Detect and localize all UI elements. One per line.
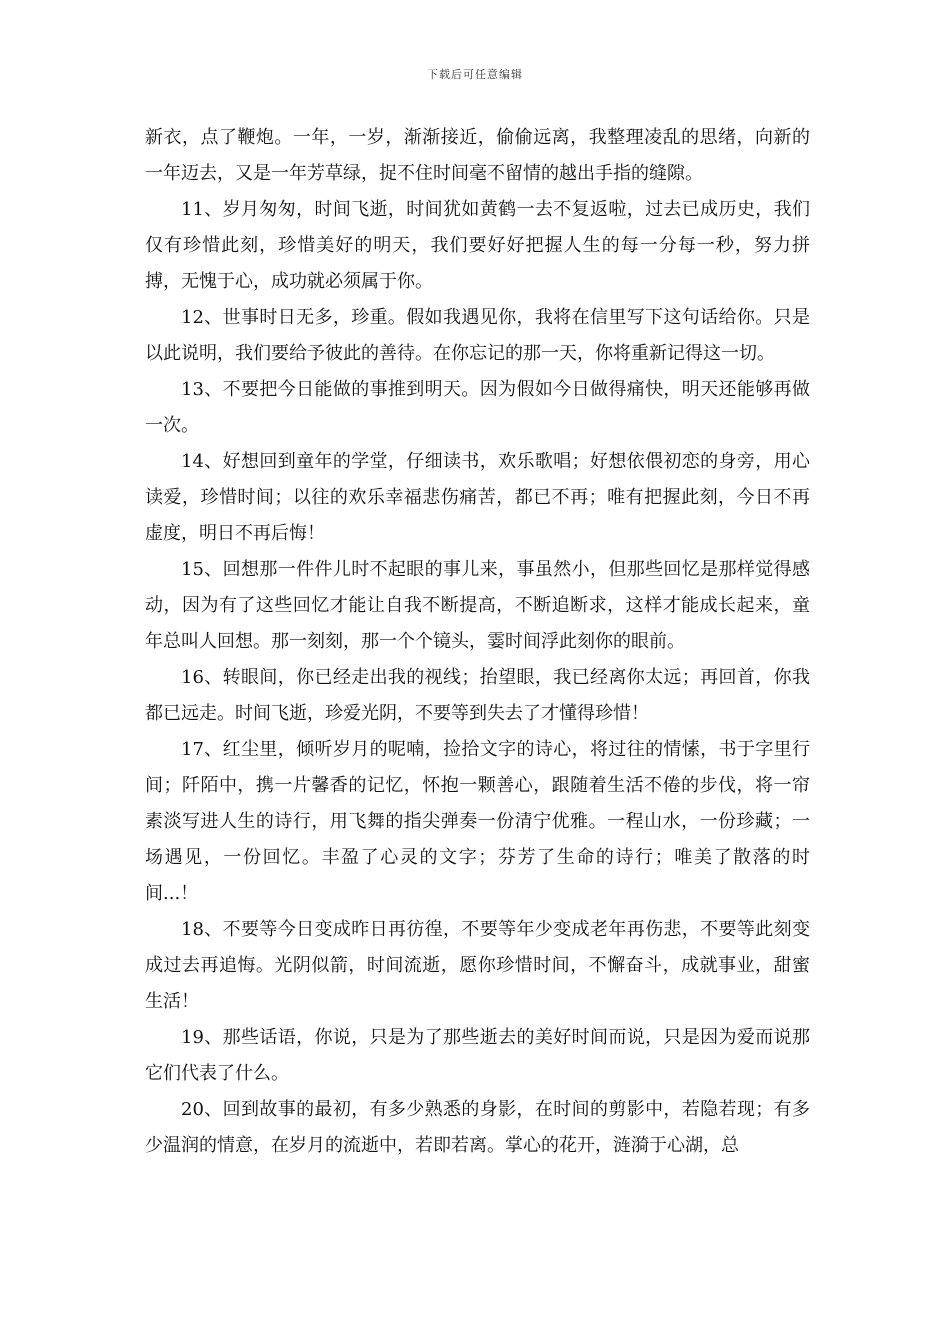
paragraph-11: 11、岁月匆匆，时间飞逝，时间犹如黄鹤一去不复返啦，过去已成历史，我们仅有珍惜此刻，珍惜美好的明天，我们要好好把握人生的每一分每一秒，努力拼搏，无愧于心，成功就必须属于你。	[145, 199, 810, 292]
paragraph-17: 17、红尘里，倾听岁月的呢喃，捡拾文字的诗心，将过往的情愫，书于字里行间；阡陌中，携一片馨香的记忆，怀抱一颗善心，跟随着生活不倦的步伐，将一帘素淡写进人生的诗行，用飞舞的指尖弹奏一份清宁优雅。一程山水，一份珍藏；一场遇见，一份回忆。丰盈了心灵的文字；芬芳了生命的诗行；唯美了散落的时间...！	[145, 739, 810, 904]
paragraph-14: 14、好想回到童年的学堂，仔细读书，欢乐歌唱；好想依偎初恋的身旁，用心读爱，珍惜时间；以往的欢乐幸福悲伤痛苦，都已不再；唯有把握此刻，今日不再虚度，明日不再后悔！	[145, 451, 810, 544]
paragraph-continued: 新衣，点了鞭炮。一年，一岁，渐渐接近，偷偷远离，我整理凌乱的思绪，向新的一年迈去，又是一年芳草绿，捉不住时间毫不留情的越出手指的缝隙。	[145, 127, 810, 184]
paragraph-15: 15、回想那一件件儿时不起眼的事儿来，事虽然小，但那些回忆是那样觉得感动，因为有了这些回忆才能让自我不断提高，不断追断求，这样才能成长起来，童年总叫人回想。那一刻刻，那一个个镜头，霎时间浮此刻你的眼前。	[145, 559, 810, 652]
page-header: 下载后可任意编辑	[427, 68, 523, 81]
paragraph-13: 13、不要把今日能做的事推到明天。因为假如今日做得痛快，明天还能够再做一次。	[145, 379, 810, 436]
paragraph-12: 12、世事时日无多，珍重。假如我遇见你，我将在信里写下这句话给你。只是以此说明，我们要给予彼此的善待。在你忘记的那一天，你将重新记得这一切。	[145, 307, 810, 364]
paragraph-20: 20、回到故事的最初，有多少熟悉的身影，在时间的剪影中，若隐若现；有多少温润的情意，在岁月的流逝中，若即若离。掌心的花开，涟漪于心湖，总	[145, 1099, 810, 1156]
paragraph-19: 19、那些话语，你说，只是为了那些逝去的美好时间而说，只是因为爱而说那它们代表了什么。	[145, 1027, 810, 1084]
paragraph-16: 16、转眼间，你已经走出我的视线；抬望眼，我已经离你太远；再回首，你我都已远走。时间飞逝，珍爱光阴，不要等到失去了才懂得珍惜！	[145, 667, 810, 724]
paragraph-18: 18、不要等今日变成昨日再彷徨，不要等年少变成老年再伤悲，不要等此刻变成过去再追悔。光阴似箭，时间流逝，愿你珍惜时间，不懈奋斗，成就事业，甜蜜生活！	[145, 919, 810, 1012]
document-body	[145, 120, 810, 1164]
